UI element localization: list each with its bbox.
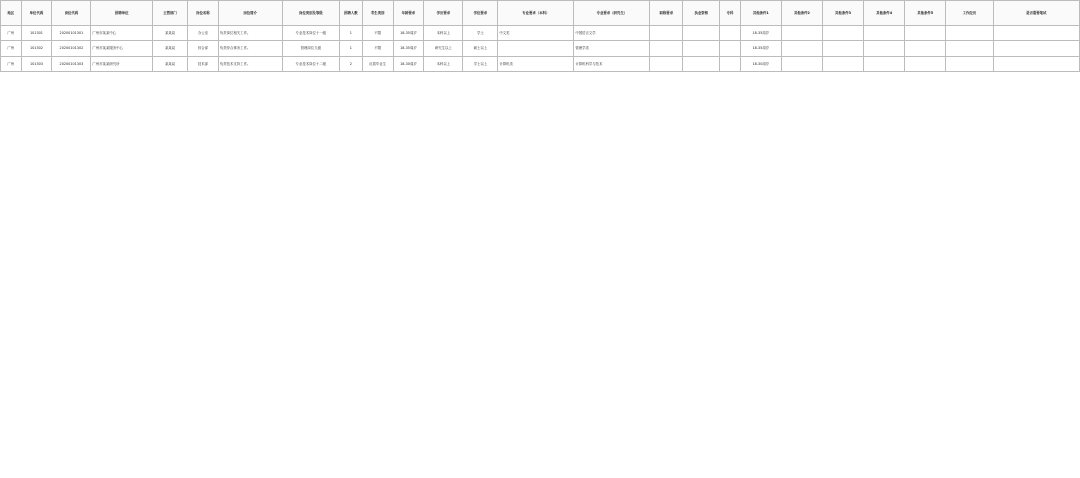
table-cell: 不限 bbox=[362, 26, 393, 41]
table-cell: 18-30周岁 bbox=[740, 56, 781, 71]
table-cell: 负责综合事务工作。 bbox=[218, 41, 282, 56]
table-cell: 综合部 bbox=[188, 41, 219, 56]
table-cell bbox=[650, 56, 683, 71]
table-cell bbox=[781, 41, 822, 56]
table-cell: 1 bbox=[340, 41, 363, 56]
table-cell: 18-35周岁 bbox=[393, 26, 424, 41]
table-cell bbox=[781, 56, 822, 71]
table-row bbox=[1, 41, 1080, 56]
table-cell bbox=[946, 41, 993, 56]
column-header: 年龄要求 bbox=[393, 1, 424, 26]
table-cell bbox=[993, 56, 1079, 71]
table-cell bbox=[498, 41, 574, 56]
column-header: 岗位名称 bbox=[188, 1, 219, 26]
column-header: 其他条件2 bbox=[781, 1, 822, 26]
table-cell: 负责技术支持工作。 bbox=[218, 56, 282, 71]
table-cell bbox=[822, 56, 863, 71]
table-cell: 中国语言文学 bbox=[574, 26, 650, 41]
table-cell: 某某局 bbox=[153, 26, 188, 41]
table-cell: 18-35周岁 bbox=[740, 41, 781, 56]
table-cell: 20200101303 bbox=[52, 56, 91, 71]
table-cell: 广州 bbox=[1, 41, 22, 56]
table-cell: 办公室 bbox=[188, 26, 219, 41]
column-header: 是否需要笔试 bbox=[993, 1, 1079, 26]
table-cell bbox=[822, 26, 863, 41]
table-cell: 中文类 bbox=[498, 26, 574, 41]
table-row bbox=[1, 26, 1080, 41]
table-cell: 专业技术岗位十一级 bbox=[282, 26, 340, 41]
column-header: 其他条件3 bbox=[822, 1, 863, 26]
table-cell: 计算机科学与技术 bbox=[574, 56, 650, 71]
table-cell bbox=[905, 56, 946, 71]
table-cell: 18-30周岁 bbox=[393, 56, 424, 71]
column-header: 执业资格 bbox=[683, 1, 720, 26]
column-header: 单位代码 bbox=[21, 1, 52, 26]
table-cell bbox=[650, 26, 683, 41]
table-cell bbox=[720, 41, 741, 56]
table-cell bbox=[683, 26, 720, 41]
table-cell bbox=[650, 41, 683, 56]
column-header: 岗位简介 bbox=[218, 1, 282, 26]
table-cell bbox=[864, 26, 905, 41]
table-cell: 硕士以上 bbox=[463, 41, 498, 56]
table-cell: 不限 bbox=[362, 41, 393, 56]
column-header: 地区 bbox=[1, 1, 22, 26]
column-header: 岗位类别及等级 bbox=[282, 1, 340, 26]
table-cell: 广州市某某中心 bbox=[91, 26, 153, 41]
table-cell: 18-35周岁 bbox=[740, 26, 781, 41]
table-cell: 101302 bbox=[21, 41, 52, 56]
column-header: 学历要求 bbox=[424, 1, 463, 26]
table-cell bbox=[720, 56, 741, 71]
table-cell: 本科以上 bbox=[424, 26, 463, 41]
table-cell: 20200101302 bbox=[52, 41, 91, 56]
column-header: 主管部门 bbox=[153, 1, 188, 26]
table-cell: 专业技术岗位十二级 bbox=[282, 56, 340, 71]
table-cell: 广州市某某服务中心 bbox=[91, 41, 153, 56]
column-header: 其他条件1 bbox=[740, 1, 781, 26]
column-header: 职称要求 bbox=[650, 1, 683, 26]
table-cell: 计算机类 bbox=[498, 56, 574, 71]
column-header: 招聘单位 bbox=[91, 1, 153, 26]
table-cell: 广州市某某研究所 bbox=[91, 56, 153, 71]
table-cell: 应届毕业生 bbox=[362, 56, 393, 71]
table-cell: 101303 bbox=[21, 56, 52, 71]
column-header: 考生类别 bbox=[362, 1, 393, 26]
table-cell bbox=[946, 26, 993, 41]
table-row bbox=[1, 56, 1080, 71]
column-header: 专业要求（本科） bbox=[498, 1, 574, 26]
table-cell: 管理学类 bbox=[574, 41, 650, 56]
table-cell: 某某局 bbox=[153, 41, 188, 56]
table-cell: 18-35周岁 bbox=[393, 41, 424, 56]
table-cell: 学士 bbox=[463, 26, 498, 41]
column-header: 专科 bbox=[720, 1, 741, 26]
column-header: 岗位代码 bbox=[52, 1, 91, 26]
table-cell: 广州 bbox=[1, 56, 22, 71]
table-cell bbox=[993, 41, 1079, 56]
table-cell bbox=[905, 26, 946, 41]
table-cell: 某某局 bbox=[153, 56, 188, 71]
table-cell: 技术部 bbox=[188, 56, 219, 71]
table-cell bbox=[946, 56, 993, 71]
column-header: 专业要求（研究生） bbox=[574, 1, 650, 26]
table-cell: 本科以上 bbox=[424, 56, 463, 71]
table-cell bbox=[905, 41, 946, 56]
table-cell: 1 bbox=[340, 26, 363, 41]
table-cell bbox=[864, 41, 905, 56]
table-cell bbox=[993, 26, 1079, 41]
recruitment-table bbox=[0, 0, 1080, 72]
column-header: 其他条件5 bbox=[905, 1, 946, 26]
table-cell: 101301 bbox=[21, 26, 52, 41]
table-cell: 学士以上 bbox=[463, 56, 498, 71]
table-cell: 研究生以上 bbox=[424, 41, 463, 56]
column-header: 招聘人数 bbox=[340, 1, 363, 26]
table-cell bbox=[781, 26, 822, 41]
table-cell bbox=[822, 41, 863, 56]
table-cell: 广州 bbox=[1, 26, 22, 41]
table-cell bbox=[683, 41, 720, 56]
table-cell: 负责岗位相关工作。 bbox=[218, 26, 282, 41]
table-cell: 20200101301 bbox=[52, 26, 91, 41]
column-header: 工作经历 bbox=[946, 1, 993, 26]
column-header: 学位要求 bbox=[463, 1, 498, 26]
column-header: 其他条件4 bbox=[864, 1, 905, 26]
table-cell: 管理岗位九级 bbox=[282, 41, 340, 56]
table-cell bbox=[864, 56, 905, 71]
table-cell: 2 bbox=[340, 56, 363, 71]
table-cell bbox=[720, 26, 741, 41]
table-cell bbox=[683, 56, 720, 71]
